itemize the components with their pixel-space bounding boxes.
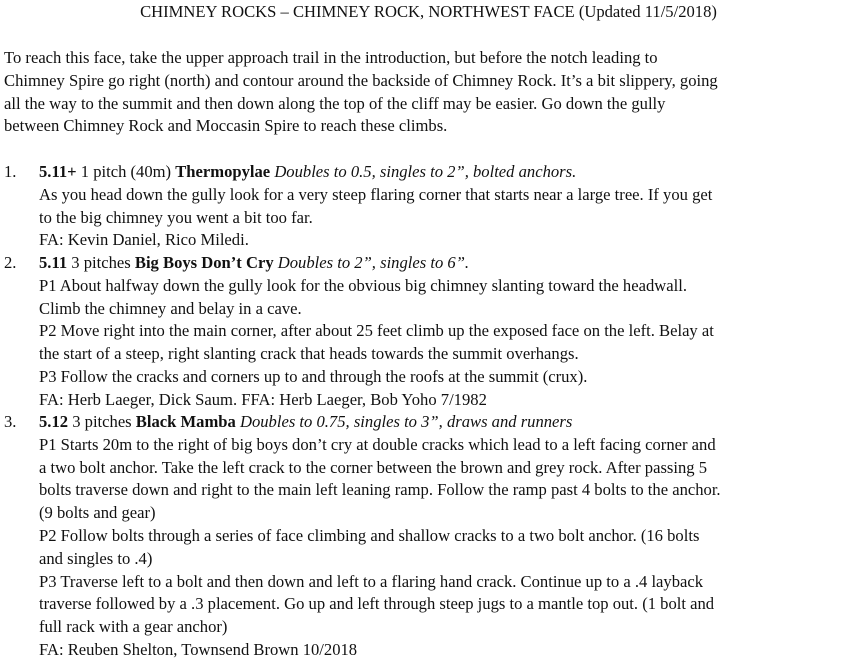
route-line: a two bolt anchor. Take the left crack to the corner between the brown and grey rock. After passing 5 [39,457,708,477]
route-line: P2 Move right into the main corner, after about 25 feet climb up the exposed face on the left. Belay at [39,321,714,341]
route-line: to the big chimney you went a bit too far. [39,207,313,227]
intro-line: all the way to the summit and then down along the top of the cliff may be easier. Go down the gully [4,93,666,113]
route-line: P3 Follow the cracks and corners up to and through the roofs at the summit (crux). [39,366,588,386]
route-gear: Doubles to 0.75, singles to 3”, draws and runners [235,412,573,431]
route-header [39,411,857,434]
route-grade: 5.11 [39,253,68,272]
approach-paragraph [4,47,854,138]
route-line: FA: Kevin Daniel, Rico Miledi. [39,230,249,250]
route-line: As you head down the gully look for a very steep flaring corner that starts near a large tree. If you get [39,184,713,204]
route-name: Black Mamba [135,412,236,431]
route-number: 2. [4,253,17,272]
route-line: traverse followed by a .3 placement. Go up and left through steep jugs to a mantle top out. (1 bolt and [39,594,715,614]
route-line: FA: Herb Laeger, Dick Saum. FFA: Herb Laeger, Bob Yoho 7/1982 [39,389,487,409]
route-pitches: 3 pitches [68,412,136,431]
document-title: CHIMNEY ROCKS – CHIMNEY ROCK, NORTHWEST FACE (Updated 11/5/2018) [140,2,717,21]
route-line: Climb the chimney and belay in a cave. [39,298,302,318]
route-header [39,161,857,184]
route-pitches: 3 pitches [67,253,135,272]
route-name: Thermopylae [175,162,271,181]
route-number: 1. [4,162,17,181]
route-line: P1 Starts 20m to the right of big boys don’t cry at double cracks which lead to a left facing corner and [39,434,716,454]
route-line: FA: Reuben Shelton, Townsend Brown 10/2018 [39,639,358,659]
route-pitches: 1 pitch (40m) [76,162,176,181]
route-grade: 5.12 [39,412,69,431]
route-line: full rack with a gear anchor) [39,617,228,637]
route-gear: Doubles to 2”, singles to 6”. [273,253,470,272]
route-name: Big Boys Don’t Cry [134,253,274,272]
route-header [39,252,857,275]
route-line: P2 Follow bolts through a series of face climbing and shallow cracks to a two bolt anchor. (16 bolts [39,525,700,545]
route-line: (9 bolts and gear) [39,503,156,523]
route-black-mamba [4,411,857,662]
route-gear: Doubles to 0.5, singles to 2”, bolted anchors. [270,162,577,181]
route-grade: 5.11+ [39,162,77,181]
intro-line: between Chimney Rock and Moccasin Spire to reach these climbs. [4,116,448,136]
route-line: the start of a steep, right slanting crack that heads towards the summit overhangs. [39,344,579,364]
route-line: P3 Traverse left to a bolt and then down and left to a flaring hand crack. Continue up to a .4 layback [39,571,704,591]
intro-line: To reach this face, take the upper approach trail in the introduction, but before the notch leading to [4,48,658,67]
route-line: bolts traverse down and right to the main left leaning ramp. Follow the ramp past 4 bolts to the anchor. [39,480,721,500]
route-line: P1 About halfway down the gully look for the obvious big chimney slanting toward the headwall. [39,275,687,295]
route-thermopylae [4,161,857,252]
route-line: and singles to .4) [39,548,153,568]
intro-line: Chimney Spire go right (north) and contour around the backside of Chimney Rock. It’s a bit slippery, going [4,70,718,90]
route-number: 3. [4,412,17,431]
route-big-boys-dont-cry [4,252,857,412]
